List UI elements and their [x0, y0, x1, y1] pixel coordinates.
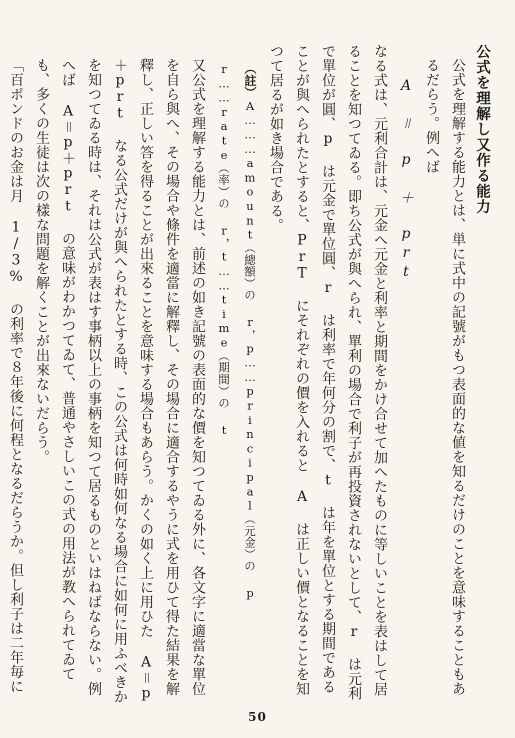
formula: A ＝ p ＋ prt	[398, 78, 414, 283]
paragraph: 公式を理解する能力とは、単に式中の記號がもつ表面的な値を知るだけのことを意味することもあるだらう。例へば	[424, 58, 466, 696]
footnote-mark: （註）	[243, 62, 257, 99]
footnote-text: A………amount（總額）の r，p……principal（元金）の p	[243, 98, 257, 601]
footnote: r……rate（率）の r，t……time（期間）の t	[217, 62, 231, 438]
paragraph: 又公式を理解する能力とは、前述の如き記號の表面的な價を知つてゐる外に、各文字に適當な單位を自ら與へ、その場合や條件を適當に解釋し、その場合に適合するやうに式を用ひて得た結果を解釋し、正しい答を得ることが出來ることを意味する場合もあらう。かくの如く上に用ひた A＝p＋prt なる公式だけが與へられたとする時、この公式は何時如何なる場合に如何に用ふべきかを知つてゐる時は、それは公式が表はす事柄以上の事柄を知つて居るものといはねばならない。例へば A＝p＋prt の意味がわかつてゐて、普通やさしいこの式の用法が教へられてゐても、多くの生徒は次の樣な問題を解くことが出來ないだらう。	[34, 58, 206, 704]
paragraph: 「百ポンドのお金は月 1/3% の利率で８年後に何程となるだらうか。但し利子は二年毎に	[8, 58, 24, 694]
body-text	[1, 44, 471, 704]
section-title: 公式を理解し又作る能力	[474, 44, 491, 215]
page-number: 50	[248, 710, 267, 724]
paragraph: なる式は、元利合計は、元金へ元金と利率と期間をかけ合せて加へたものに等しいことを表はして居ることを知つてゐる。即ち公式が與へられ、單利の場合で利子が再投資されないとして、r は元利で單位が圓、p は元金で單位圓、r は利率で年何分の割で、t は年を單位とする期間であることが與へられたとすると、PrT にそれぞれの價を入れると A は正しい價となることを知つて居るが如き場合である。	[268, 44, 388, 701]
footnote	[237, 44, 263, 704]
